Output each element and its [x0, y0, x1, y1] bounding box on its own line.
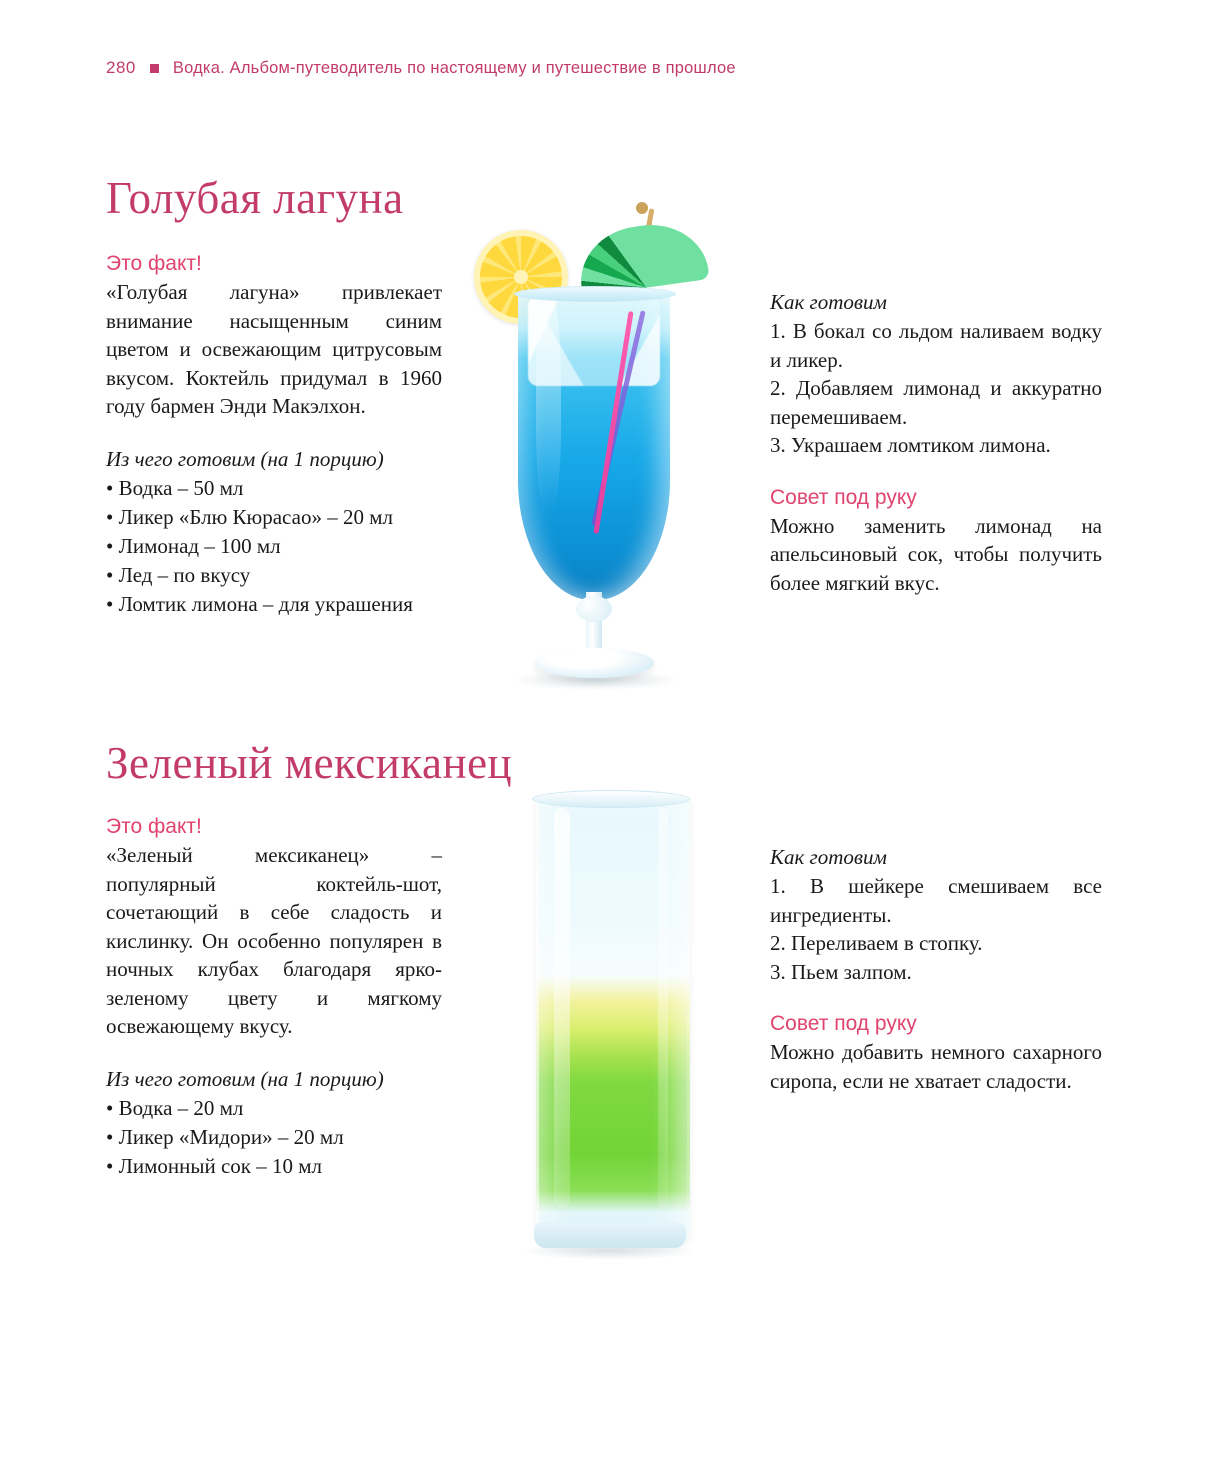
ingredients-heading-1: Из чего готовим (на 1 порцию): [106, 446, 384, 471]
running-head-title: Водка. Альбом-путеводитель по настоящему и путешествие в прошлое: [172, 58, 736, 77]
step-1-3: 3. Украшаем ломтиком лимона.: [770, 433, 1051, 458]
blue-lagoon-cocktail-photo: [466, 200, 726, 710]
recipe-title-2: Зеленый мексиканец: [106, 738, 513, 788]
glass-highlight-left: [554, 808, 570, 1208]
umbrella-tip: [636, 202, 648, 214]
method-heading-1: Как готовим: [770, 290, 887, 314]
ice-cubes: [528, 296, 660, 386]
step-2-3: 3. Пьем залпом.: [770, 959, 912, 984]
tip-text-1: Можно заменить лимонад на апельсиновый сок, чтобы получить более мягкий вкус.: [770, 513, 1102, 595]
list-item: • Лед – по вкусу: [106, 562, 251, 587]
recipe-left-column-2: [106, 815, 442, 1181]
tip-heading-2: Совет под руку: [770, 1012, 917, 1036]
running-head: [106, 58, 736, 78]
glass-rim: [514, 286, 676, 302]
list-item: • Лимонный сок – 10 мл: [106, 1153, 322, 1178]
list-item: • Ликер «Блю Кюрасао» – 20 мл: [106, 504, 393, 529]
glass-rim: [532, 790, 690, 808]
ingredients-heading-2: Из чего готовим (на 1 порцию): [106, 1066, 384, 1091]
tip-text-2: Можно добавить немного сахарного сиропа, если не хватает сладости.: [770, 1040, 1102, 1093]
glass-foot: [534, 648, 654, 678]
step-2-1: 1. В шейкере смешиваем все ингредиенты.: [770, 874, 1102, 927]
fact-text-1: «Голубая лагуна» привлекает внимание насыщенным синим цветом и освежающим цитрусовым вкусом. Коктейль придумал в 1960 году бармен Энди Макэлхон.: [106, 280, 442, 419]
page-number: 280: [106, 58, 136, 77]
recipe-title-block-2: [106, 740, 512, 787]
fact-heading-1: Это факт!: [106, 252, 202, 275]
method-heading-2: Как готовим: [770, 845, 887, 869]
recipe-left-column-1: [106, 252, 442, 619]
step-1-2: 2. Добавляем лимонад и аккуратно перемешиваем.: [770, 376, 1102, 429]
glass-knot: [576, 596, 612, 622]
list-item: • Лимонад – 100 мл: [106, 533, 281, 558]
fact-heading-2: Это факт!: [106, 815, 202, 838]
glass-base: [534, 1222, 686, 1248]
list-item: • Ломтик лимона – для украшения: [106, 591, 413, 616]
recipe-title-1: Голубая лагуна: [106, 173, 404, 223]
recipe-right-column-1: [770, 290, 1102, 597]
step-1-1: 1. В бокал со льдом наливаем водку и ликер.: [770, 319, 1102, 372]
recipe-title-block-1: [106, 175, 404, 222]
ingredients-list-1: [106, 474, 442, 619]
recipe-right-column-2: [770, 845, 1102, 1095]
glass-highlight-right: [658, 808, 668, 1208]
ingredients-list-2: [106, 1094, 442, 1181]
list-item: • Водка – 20 мл: [106, 1095, 244, 1120]
list-item: • Водка – 50 мл: [106, 475, 244, 500]
list-item: • Ликер «Мидори» – 20 мл: [106, 1124, 344, 1149]
green-mexican-shot-photo: [510, 790, 710, 1270]
fact-text-2: «Зеленый мексиканец» – популярный коктейль-шот, сочетающий в себе сладость и кислинку. Он особенно популярен в ночных клубах благодаря ярко-зеленому цвету и мягкому освежающему вкусу.: [106, 843, 442, 1039]
tip-heading-1: Совет под руку: [770, 485, 917, 509]
step-2-2: 2. Переливаем в стопку.: [770, 931, 983, 956]
umbrella-canopy: [574, 217, 709, 296]
square-bullet-icon: [150, 64, 159, 73]
